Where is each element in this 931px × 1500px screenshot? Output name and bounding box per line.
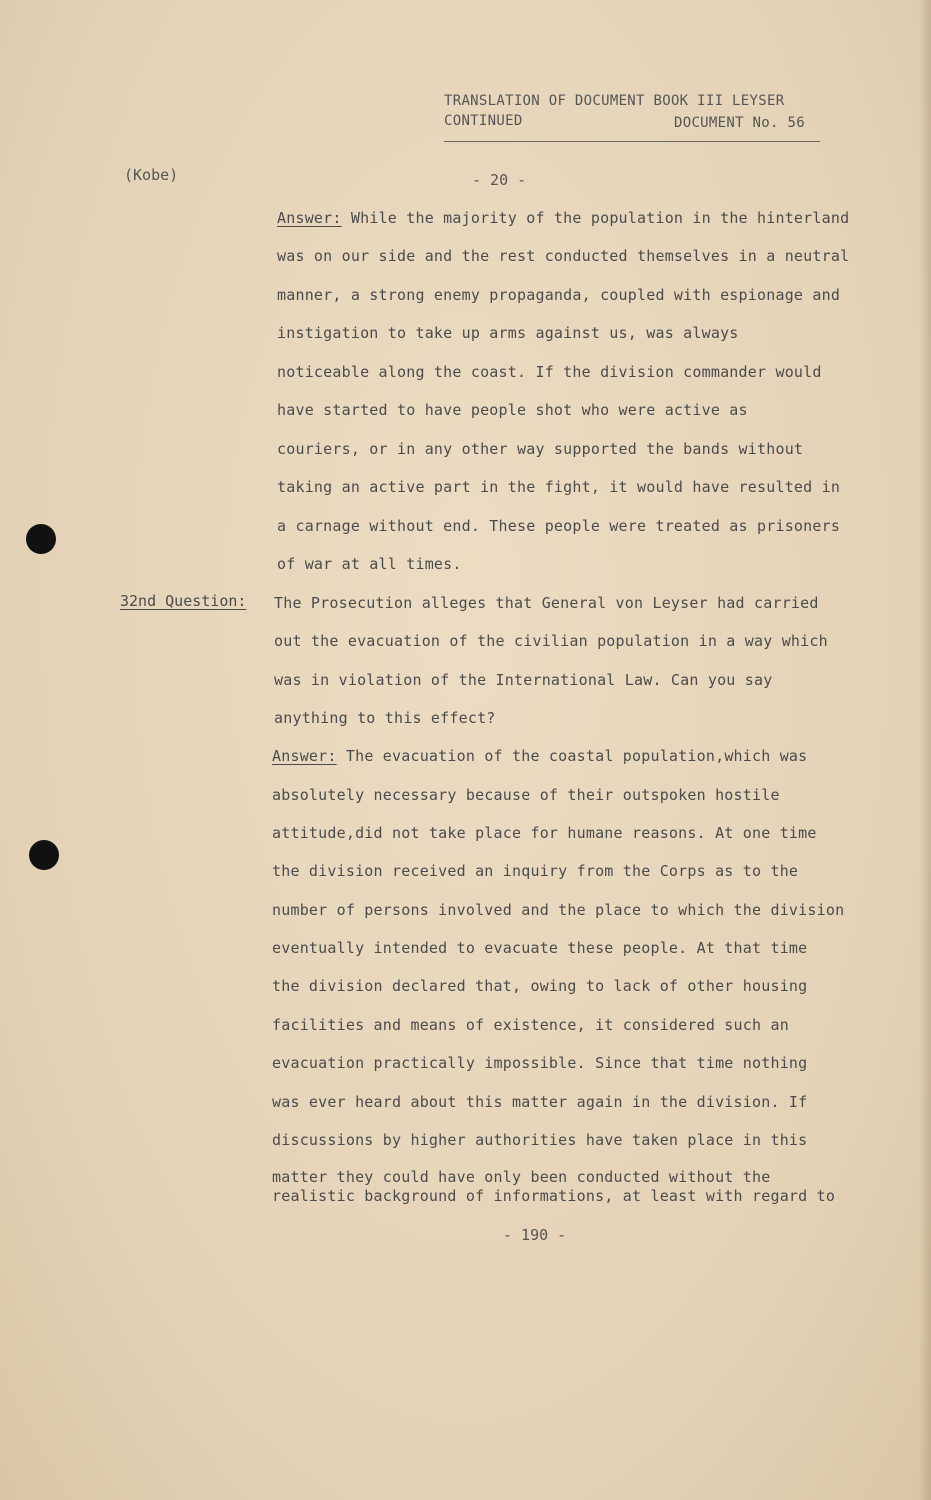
reference-label: (Kobe): [124, 166, 179, 184]
question-line: The Prosecution alleges that General von Leyser had carried: [274, 594, 819, 612]
answer2-line: number of persons involved and the place to which the division: [272, 901, 845, 919]
answer2-line: was ever heard about this matter again in the division. If: [272, 1093, 808, 1111]
answer2-first-text: The evacuation of the coastal population,which was: [345, 747, 808, 765]
punch-hole-bottom: [29, 840, 59, 870]
answer1-line: was on our side and the rest conducted themselves in a neutral: [277, 247, 850, 265]
answer1-line: couriers, or in any other way supported the bands without: [277, 440, 804, 458]
answer2-line: matter they could have only been conducted without the: [272, 1168, 771, 1186]
question-line: was in violation of the International Law. Can you say: [274, 671, 773, 689]
punch-hole-top: [26, 524, 56, 554]
page-number-bottom: - 190 -: [503, 1226, 567, 1244]
answer2-label: Answer:: [272, 747, 337, 765]
answer2-line: realistic background of informations, at least with regard to: [272, 1187, 836, 1205]
answer2-line: evacuation practically impossible. Since that time nothing: [272, 1054, 808, 1072]
answer1-line: a carnage without end. These people were treated as prisoners: [277, 517, 841, 535]
answer1-line: of war at all times.: [277, 555, 462, 573]
answer2-line: the division declared that, owing to lack of other housing: [272, 977, 808, 995]
answer1-line: manner, a strong enemy propaganda, coupled with espionage and: [277, 286, 841, 304]
answer2-line: absolutely necessary because of their outspoken hostile: [272, 786, 780, 804]
question-label: 32nd Question:: [120, 592, 247, 610]
answer2-line: eventually intended to evacuate these people. At that time: [272, 939, 808, 957]
header-continued: CONTINUED: [444, 113, 523, 129]
answer2-first-line: [272, 747, 807, 765]
page-number-top: - 20 -: [472, 171, 527, 189]
answer2-line: discussions by higher authorities have taken place in this: [272, 1131, 808, 1149]
answer1-line: taking an active part in the fight, it would have resulted in: [277, 478, 841, 496]
answer1-first-line: [277, 209, 849, 227]
page-edge-shadow: [919, 0, 931, 1500]
answer2-line: attitude,did not take place for humane reasons. At one time: [272, 824, 817, 842]
answer2-line: the division received an inquiry from the Corps as to the: [272, 862, 799, 880]
answer2-line: facilities and means of existence, it considered such an: [272, 1016, 789, 1034]
answer1-label: Answer:: [277, 209, 342, 227]
answer1-line: noticeable along the coast. If the division commander would: [277, 363, 822, 381]
answer1-line: instigation to take up arms against us, was always: [277, 324, 739, 342]
question-line: out the evacuation of the civilian population in a way which: [274, 632, 828, 650]
header-rule: [444, 141, 820, 142]
answer1-first-text: While the majority of the population in the hinterland: [350, 209, 850, 227]
answer1-line: have started to have people shot who were active as: [277, 401, 748, 419]
question-line: anything to this effect?: [274, 709, 496, 727]
header-title: TRANSLATION OF DOCUMENT BOOK III LEYSER: [444, 93, 785, 109]
header-document-number: DOCUMENT No. 56: [674, 115, 805, 131]
